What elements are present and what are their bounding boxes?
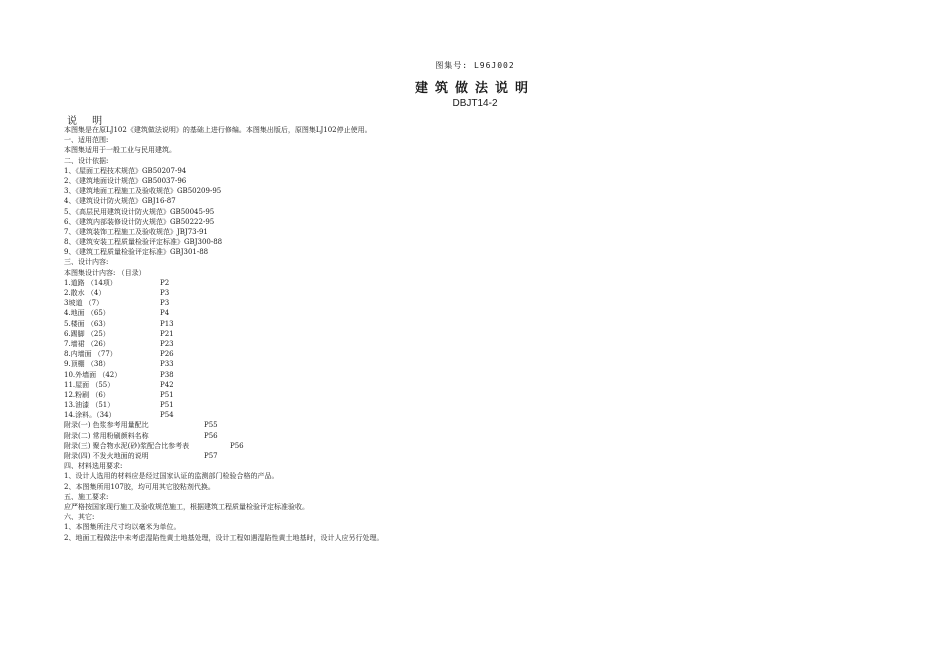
toc-heading: 本图集设计内容: （目录） [64,268,146,277]
toc-item-name: 10.外墙面 （42） [64,370,122,379]
toc-item-page: P4 [160,309,170,318]
toc-item-name: 3坡道 （7） [64,299,104,308]
toc-item-page: P38 [160,370,174,379]
design-heading: 三、设计内容: [64,258,109,267]
basis-item: 6、《建筑内部装修设计防火规范》GB50222-95 [64,217,215,226]
toc-item-name: 2.散水 （4） [64,289,106,297]
construction-text: 应严格按国家现行施工及验收规范施工，根据建筑工程质量检验评定标准验收。 [64,502,309,511]
toc-row [64,359,924,369]
toc-row [64,390,924,400]
toc-item-name: 13.油漆 （51） [64,401,115,410]
appendix-row [64,431,924,441]
appendix-row [64,420,924,430]
appendix-row [64,451,924,461]
basis-item: 7、《建筑装饰工程施工及验收规范》JBJ73-91 [64,227,208,236]
toc-item-name: 4.地面 （65） [64,309,110,318]
materials-item: 1、设计人选用的材料应是经过国家认证的监测部门检验合格的产品。 [64,472,279,481]
toc-item-name: 14.涂料。（34） [64,411,116,420]
appendix-row [64,441,924,451]
toc-item-page: P51 [160,401,174,410]
appendix-name: 附录(三) 聚合物水泥(砂)浆配合比参考表 [64,441,190,450]
other-item: 2、地面工程做法中未考虑湿陷性黄土地基处理，设计工程如遇湿陷性黄土地基时，设计人应另行处理。 [64,533,384,542]
toc-item-name: 11.屋面 （55） [64,380,115,389]
materials-heading: 四、材料选用要求: [64,462,123,471]
document-title: 建筑做法说明 [414,81,535,96]
toc-row [64,380,924,390]
appendix-page: P57 [204,452,218,460]
basis-item: 3、《建筑地面工程施工及验收规范》GB50209-95 [64,187,222,196]
toc-item-name: 8.内墙面 （77） [64,350,117,359]
toc-item-page: P33 [160,360,174,369]
scope-text: 本图集适用于一般工业与民用建筑。 [64,146,176,155]
document-body [64,125,924,543]
toc-item-name: 1.道路 （14项） [64,278,117,287]
appendix-name: 附录(四) 不发火地面的说明 [64,452,149,460]
appendix-page: P56 [204,431,218,440]
toc-item-page: P51 [160,390,174,399]
appendix-name: 附录(一) 色浆参考用量配比 [64,421,149,430]
toc-item-page: P54 [160,411,174,420]
basis-heading: 二、设计依据: [64,156,109,165]
other-item: 1、本图集所注尺寸均以毫米为单位。 [64,523,181,532]
toc-item-page: P13 [160,319,174,328]
intro-text: 本图集是在原LJ102《建筑做法说明》的基础上进行修编。本图集出版后，原图集LJ102停止使用。 [64,126,372,134]
toc-item-name: 6.踢脚 （25） [64,329,110,338]
toc-item-page: P21 [160,329,174,338]
toc-item-page: P3 [160,289,170,297]
basis-item: 8、《建筑安装工程质量检验评定标准》GBJ300-88 [64,238,223,247]
toc-row [64,298,924,308]
toc-row [64,349,924,359]
basis-item: 4、《建筑设计防火规范》GBJ16-87 [64,197,176,206]
basis-item: 2、《建筑地面设计规范》GB50037-96 [64,176,187,185]
toc-item-page: P3 [160,299,170,308]
toc-item-name: 9.顶棚 （38） [64,360,110,369]
toc-row [64,370,924,380]
toc-row [64,308,924,318]
basis-item: 9、《建筑工程质量检验评定标准》GBJ301-88 [64,248,209,257]
standard-code: DBJT14-2 [452,98,498,109]
atlas-number: 图集号: L96J002 [435,61,515,70]
toc-item-page: P23 [160,339,174,348]
appendix-name: 附录(二) 常用粉刷颜料名称 [64,431,149,440]
toc-item-name: 12.粉刷 （6） [64,390,110,399]
toc-item-page: P42 [160,380,174,389]
basis-item: 1、《屋面工程技术规范》GB50207-94 [64,166,187,175]
toc-row [64,329,924,339]
toc-item-page: P26 [160,350,174,359]
toc-item-page: P2 [160,278,170,287]
scope-heading: 一、适用范围: [64,136,109,145]
appendix-page: P55 [204,421,218,430]
other-heading: 六、其它: [64,513,95,522]
toc-row [64,288,924,298]
toc-row [64,410,924,420]
basis-item: 5、《高层民用建筑设计防火规范》GB50045-95 [64,207,215,216]
section-heading: 说 明 [67,116,109,127]
appendix-page: P56 [230,441,244,450]
toc-row [64,319,924,329]
materials-item: 2、本图集所用107胶，均可用其它胶粘剂代换。 [64,482,215,491]
toc-row [64,278,924,288]
construction-heading: 五、施工要求: [64,492,109,501]
toc-row [64,400,924,410]
toc-row [64,339,924,349]
toc-item-name: 7.墙裙 （26） [64,339,110,348]
toc-item-name: 5.楼面 （63） [64,319,110,328]
